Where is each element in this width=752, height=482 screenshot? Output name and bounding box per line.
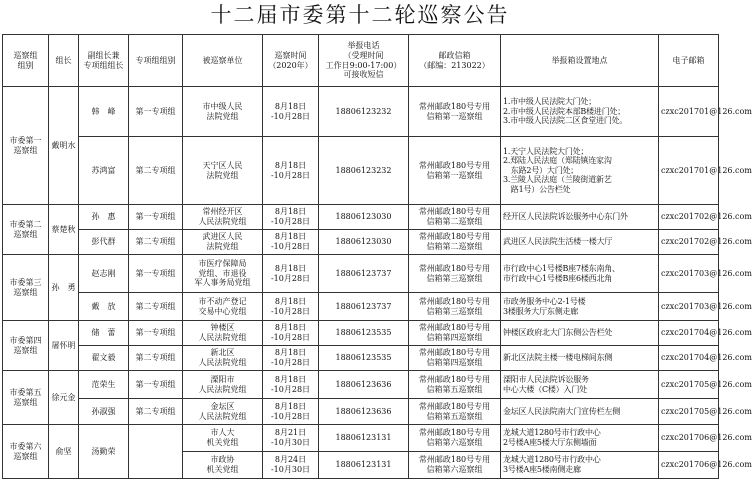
table-row bbox=[3, 321, 719, 346]
phone-cell: 18806123030 bbox=[319, 230, 409, 255]
vice-cell: 范荣生 bbox=[79, 371, 129, 399]
unit-cell: 钟楼区 人民法院党组 bbox=[183, 321, 263, 346]
special-cell bbox=[129, 425, 183, 479]
unit-cell: 常州经开区 人民法院党组 bbox=[183, 205, 263, 230]
box-cell: 龙城大道1280号市行政中心 2号楼A座5楼大厅东侧墙面 bbox=[501, 425, 659, 452]
email-cell: czxc201702@126.com bbox=[659, 230, 719, 255]
phone-cell: 18806123131 bbox=[319, 452, 409, 479]
time-cell: 8月18日 -10月28日 bbox=[263, 230, 319, 255]
header-row bbox=[3, 35, 719, 87]
special-cell: 第一专项组 bbox=[129, 87, 183, 137]
email-cell: czxc201705@126.com bbox=[659, 371, 719, 399]
col-header-time: 巡察时间 （2020年） bbox=[263, 35, 319, 87]
vice-cell: 韩 峰 bbox=[79, 87, 129, 137]
mail-cell: 常州邮政180号专用 信箱第四巡察组 bbox=[409, 346, 501, 371]
table-row bbox=[3, 425, 719, 452]
special-cell: 第二专项组 bbox=[129, 399, 183, 425]
mail-cell: 常州邮政180号专用 信箱第三巡察组 bbox=[409, 255, 501, 293]
time-cell: 8月18日 -10月28日 bbox=[263, 205, 319, 230]
phone-cell: 18806123535 bbox=[319, 346, 409, 371]
time-cell: 8月18日 -10月28日 bbox=[263, 399, 319, 425]
unit-cell: 新北区 人民法院党组 bbox=[183, 346, 263, 371]
box-cell: 1.天宁人民法院大门处； 2.郑陆人民法庭（郑陆镇连家沟 东路2号）大门处； 3.兰陵人民法庭（兰陵街道新艺 路1号）公告栏处 bbox=[501, 137, 659, 205]
box-cell: 新北区法院主楼一楼电梯间东侧 bbox=[501, 346, 659, 371]
special-cell: 第一专项组 bbox=[129, 205, 183, 230]
page-title: 十二届市委第十二轮巡察公告 bbox=[210, 3, 510, 27]
col-header-leader: 组长 bbox=[49, 35, 79, 87]
mail-cell: 常州邮政180号专用 信箱第六巡察组 bbox=[409, 425, 501, 452]
group-cell: 市委第三 巡察组 bbox=[3, 255, 49, 321]
vice-cell: 孙 惠 bbox=[79, 205, 129, 230]
table-row bbox=[3, 371, 719, 399]
email-cell: czxc201704@126.com bbox=[659, 346, 719, 371]
phone-cell: 18806123030 bbox=[319, 205, 409, 230]
vice-cell: 苏鸿富 bbox=[79, 137, 129, 205]
table-row bbox=[3, 137, 719, 205]
phone-cell: 18806123535 bbox=[319, 321, 409, 346]
group-cell: 市委第五 巡察组 bbox=[3, 371, 49, 425]
inspection-table bbox=[2, 34, 752, 479]
box-cell: 经开区人民法院诉讼服务中心东门外 bbox=[501, 205, 659, 230]
table-row bbox=[3, 205, 719, 230]
email-cell: czxc201701@126.com bbox=[659, 137, 719, 205]
time-cell: 8月18日 -10月28日 bbox=[263, 87, 319, 137]
unit-cell: 市人大 机关党组 bbox=[183, 425, 263, 452]
table-row bbox=[3, 87, 719, 137]
time-cell: 8月21日 -10月30日 bbox=[263, 425, 319, 452]
col-header-special: 专项组组别 bbox=[129, 35, 183, 87]
time-cell: 8月24日 -10月30日 bbox=[263, 452, 319, 479]
vice-cell: 孙淑强 bbox=[79, 399, 129, 425]
email-cell: czxc201705@126.com bbox=[659, 399, 719, 425]
time-cell: 8月18日 -10月28日 bbox=[263, 321, 319, 346]
mail-cell: 常州邮政180号专用 信箱第五巡察组 bbox=[409, 371, 501, 399]
col-header-vice: 副组长兼 专项组组长 bbox=[79, 35, 129, 87]
vice-cell: 翟文毅 bbox=[79, 346, 129, 371]
unit-cell: 金坛区 人民法院党组 bbox=[183, 399, 263, 425]
mail-cell: 常州邮政180号专用 信箱第五巡察组 bbox=[409, 399, 501, 425]
vice-cell: 汤勤荣 bbox=[79, 425, 129, 479]
special-cell: 第一专项组 bbox=[129, 321, 183, 346]
special-cell: 第二专项组 bbox=[129, 293, 183, 321]
time-cell: 8月18日 -10月28日 bbox=[263, 371, 319, 399]
mail-cell: 常州邮政180号专用 信箱第四巡察组 bbox=[409, 321, 501, 346]
time-cell: 8月18日 -10月28日 bbox=[263, 346, 319, 371]
leader-cell: 蔡楚秋 bbox=[49, 205, 79, 255]
unit-cell: 天宁区人民 法院党组 bbox=[183, 137, 263, 205]
group-cell: 市委第六 巡察组 bbox=[3, 425, 49, 479]
time-cell: 8月18日 -10月28日 bbox=[263, 137, 319, 205]
mail-cell: 常州邮政180号专用 信箱第六巡察组 bbox=[409, 452, 501, 479]
email-cell: czxc201701@126.com bbox=[659, 87, 719, 137]
email-cell: czxc201703@126.com bbox=[659, 293, 719, 321]
phone-cell: 18806123232 bbox=[319, 137, 409, 205]
col-header-group: 巡察组 组别 bbox=[3, 35, 49, 87]
unit-cell: 武进区人民 法院党组 bbox=[183, 230, 263, 255]
table-row bbox=[3, 346, 719, 371]
unit-cell: 溧阳市 人民法院党组 bbox=[183, 371, 263, 399]
table-row bbox=[3, 230, 719, 255]
special-cell: 第二专项组 bbox=[129, 230, 183, 255]
unit-cell: 市医疗保障局 党组、市退役 军人事务局党组 bbox=[183, 255, 263, 293]
group-cell: 市委第四 巡察组 bbox=[3, 321, 49, 371]
leader-cell: 徐元金 bbox=[49, 371, 79, 425]
unit-cell: 市中级人民 法院党组 bbox=[183, 87, 263, 137]
phone-cell: 18806123131 bbox=[319, 425, 409, 452]
special-cell: 第一专项组 bbox=[129, 371, 183, 399]
vice-cell: 储 蕾 bbox=[79, 321, 129, 346]
email-cell: czxc201704@126.com bbox=[659, 321, 719, 346]
col-header-box: 举报箱设置地点 bbox=[501, 35, 659, 87]
time-cell: 8月18日 -10月28日 bbox=[263, 255, 319, 293]
box-cell: 1.市中级人民法院大门处； 2.市中级人民法院本部B楼进门处； 3.市中级人民法院二区食堂进门处。 bbox=[501, 87, 659, 137]
table-row bbox=[3, 293, 719, 321]
email-cell: czxc201703@126.com bbox=[659, 255, 719, 293]
col-header-mail: 邮政信箱 （邮编：213022） bbox=[409, 35, 501, 87]
leader-cell: 戴明水 bbox=[49, 87, 79, 205]
special-cell: 第二专项组 bbox=[129, 137, 183, 205]
box-cell: 市行政中心1号楼B座7楼东南角、 市行政中心1号楼B座6楼西北角 bbox=[501, 255, 659, 293]
group-cell: 市委第一 巡察组 bbox=[3, 87, 49, 205]
vice-cell: 赵志刚 bbox=[79, 255, 129, 293]
leader-cell: 孙 勇 bbox=[49, 255, 79, 321]
time-cell: 8月18日 -10月28日 bbox=[263, 293, 319, 321]
table-row bbox=[3, 399, 719, 425]
mail-cell: 常州邮政180号专用 信箱第二巡察组 bbox=[409, 230, 501, 255]
mail-cell: 常州邮政180号专用 信箱第一巡察组 bbox=[409, 87, 501, 137]
mail-cell: 常州邮政180号专用 信箱第一巡察组 bbox=[409, 137, 501, 205]
box-cell: 市政务服务中心2-1号楼 3楼服务大厅东侧走廊 bbox=[501, 293, 659, 321]
email-cell: czxc201702@126.com bbox=[659, 205, 719, 230]
leader-cell: 屠怀明 bbox=[49, 321, 79, 371]
unit-cell: 市不动产登记 交易中心党组 bbox=[183, 293, 263, 321]
box-cell: 龙城大道1280号市行政中心 3号楼A座5楼南侧走廊 bbox=[501, 452, 659, 479]
col-header-unit: 被巡察单位 bbox=[183, 35, 263, 87]
box-cell: 钟楼区政府北大门东侧公告栏处 bbox=[501, 321, 659, 346]
mail-cell: 常州邮政180号专用 信箱第三巡察组 bbox=[409, 293, 501, 321]
phone-cell: 18806123737 bbox=[319, 255, 409, 293]
special-cell: 第一专项组 bbox=[129, 255, 183, 293]
leader-cell: 俞坚 bbox=[49, 425, 79, 479]
phone-cell: 18806123636 bbox=[319, 399, 409, 425]
email-cell: czxc201706@126.com bbox=[659, 425, 719, 452]
mail-cell: 常州邮政180号专用 信箱第二巡察组 bbox=[409, 205, 501, 230]
special-cell: 第二专项组 bbox=[129, 346, 183, 371]
col-header-phone: 举报电话 （受理时间 工作日9:00-17:00） 可接收短信 bbox=[319, 35, 409, 87]
phone-cell: 18806123636 bbox=[319, 371, 409, 399]
phone-cell: 18806123232 bbox=[319, 87, 409, 137]
box-cell: 金坛区人民法院南大门宣传栏左侧 bbox=[501, 399, 659, 425]
phone-cell: 18806123737 bbox=[319, 293, 409, 321]
col-header-email: 电子邮箱 bbox=[659, 35, 719, 87]
email-cell: czxc201706@126.com bbox=[659, 452, 719, 479]
vice-cell: 彭代群 bbox=[79, 230, 129, 255]
unit-cell: 市政协 机关党组 bbox=[183, 452, 263, 479]
table-row bbox=[3, 255, 719, 293]
vice-cell: 戴 放 bbox=[79, 293, 129, 321]
box-cell: 溧阳市人民法院诉讼服务 中心大楼（C楼）入门处 bbox=[501, 371, 659, 399]
group-cell: 市委第二 巡察组 bbox=[3, 205, 49, 255]
box-cell: 武进区人民法院生活楼一楼大厅 bbox=[501, 230, 659, 255]
